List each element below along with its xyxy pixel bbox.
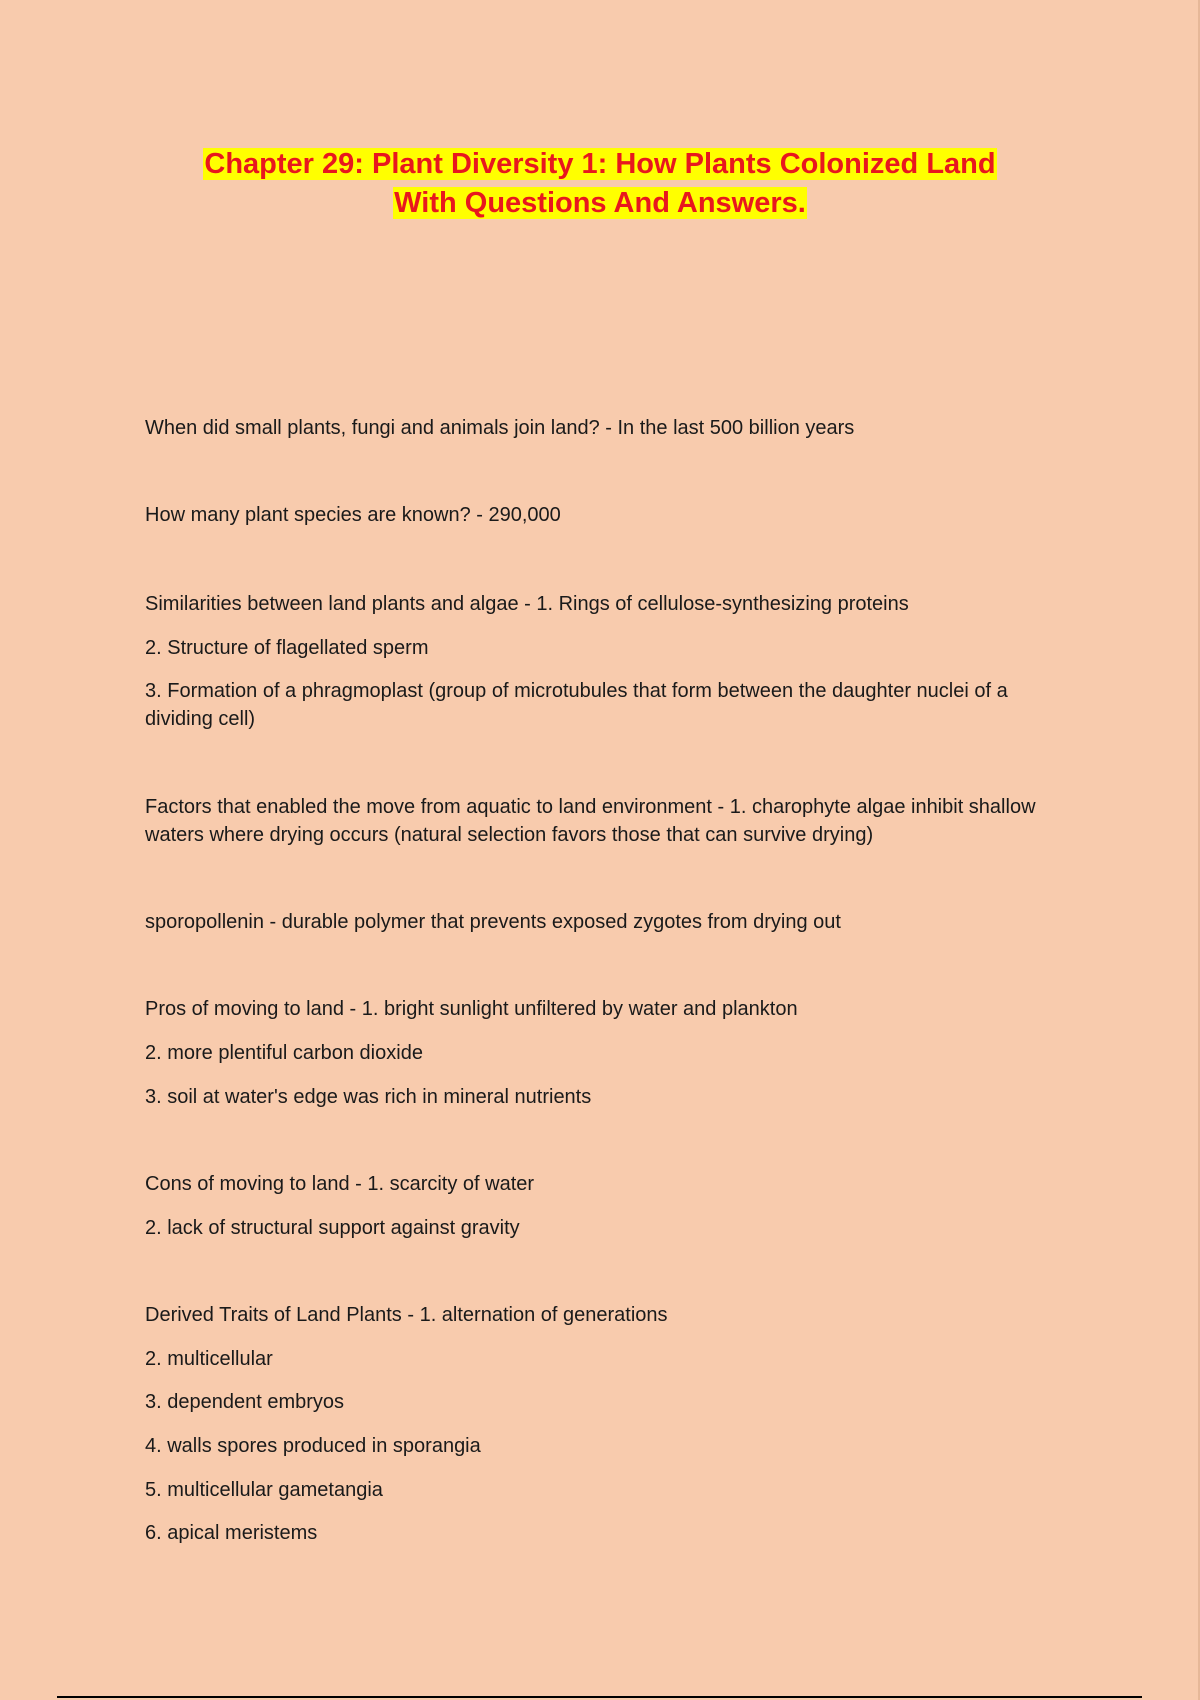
title-line-2: With Questions And Answers. — [394, 187, 806, 219]
qa-pros-item-3: 3. soil at water's edge was rich in mineral nutrients — [145, 1086, 592, 1108]
qa-pros-item-2: 2. more plentiful carbon dioxide — [145, 1042, 423, 1064]
qa-derived-traits-item-3: 3. dependent embryos — [145, 1391, 345, 1413]
qa-factors-move-to-land: Factors that enabled the move from aquatic to land environment - 1. charophyte algae inhibit shallow waters where drying occurs (natural selection favors those that can survive drying) — [145, 796, 1036, 846]
qa-sporopollenin: sporopollenin - durable polymer that prevents exposed zygotes from drying out — [145, 911, 841, 933]
qa-similarities-heading: Similarities between land plants and algae - 1. Rings of cellulose-synthesizing proteins — [145, 593, 909, 615]
qa-plant-species-count: How many plant species are known? - 290,000 — [145, 504, 561, 526]
qa-cons-heading: Cons of moving to land - 1. scarcity of water — [145, 1173, 535, 1195]
qa-early-land-life: When did small plants, fungi and animals join land? - In the last 500 billion years — [145, 417, 855, 439]
qa-derived-traits-heading: Derived Traits of Land Plants - 1. alternation of generations — [145, 1304, 668, 1326]
qa-derived-traits-item-4: 4. walls spores produced in sporangia — [145, 1435, 481, 1457]
qa-cons-item-2: 2. lack of structural support against gravity — [145, 1217, 520, 1239]
qa-similarities-item-2: 2. Structure of flagellated sperm — [145, 637, 429, 659]
page-bottom-rule — [57, 1696, 1142, 1698]
qa-derived-traits-item-2: 2. multicellular — [145, 1348, 273, 1370]
qa-derived-traits-item-5: 5. multicellular gametangia — [145, 1479, 383, 1501]
qa-derived-traits-item-6: 6. apical meristems — [145, 1522, 318, 1544]
document-title — [100, 145, 1100, 223]
qa-pros-heading: Pros of moving to land - 1. bright sunlight unfiltered by water and plankton — [145, 998, 798, 1020]
title-line-1: Chapter 29: Plant Diversity 1: How Plants Colonized Land — [204, 148, 996, 180]
qa-similarities-item-3: 3. Formation of a phragmoplast (group of microtubules that form between the daughter nuclei of a dividing cell) — [145, 680, 1008, 730]
